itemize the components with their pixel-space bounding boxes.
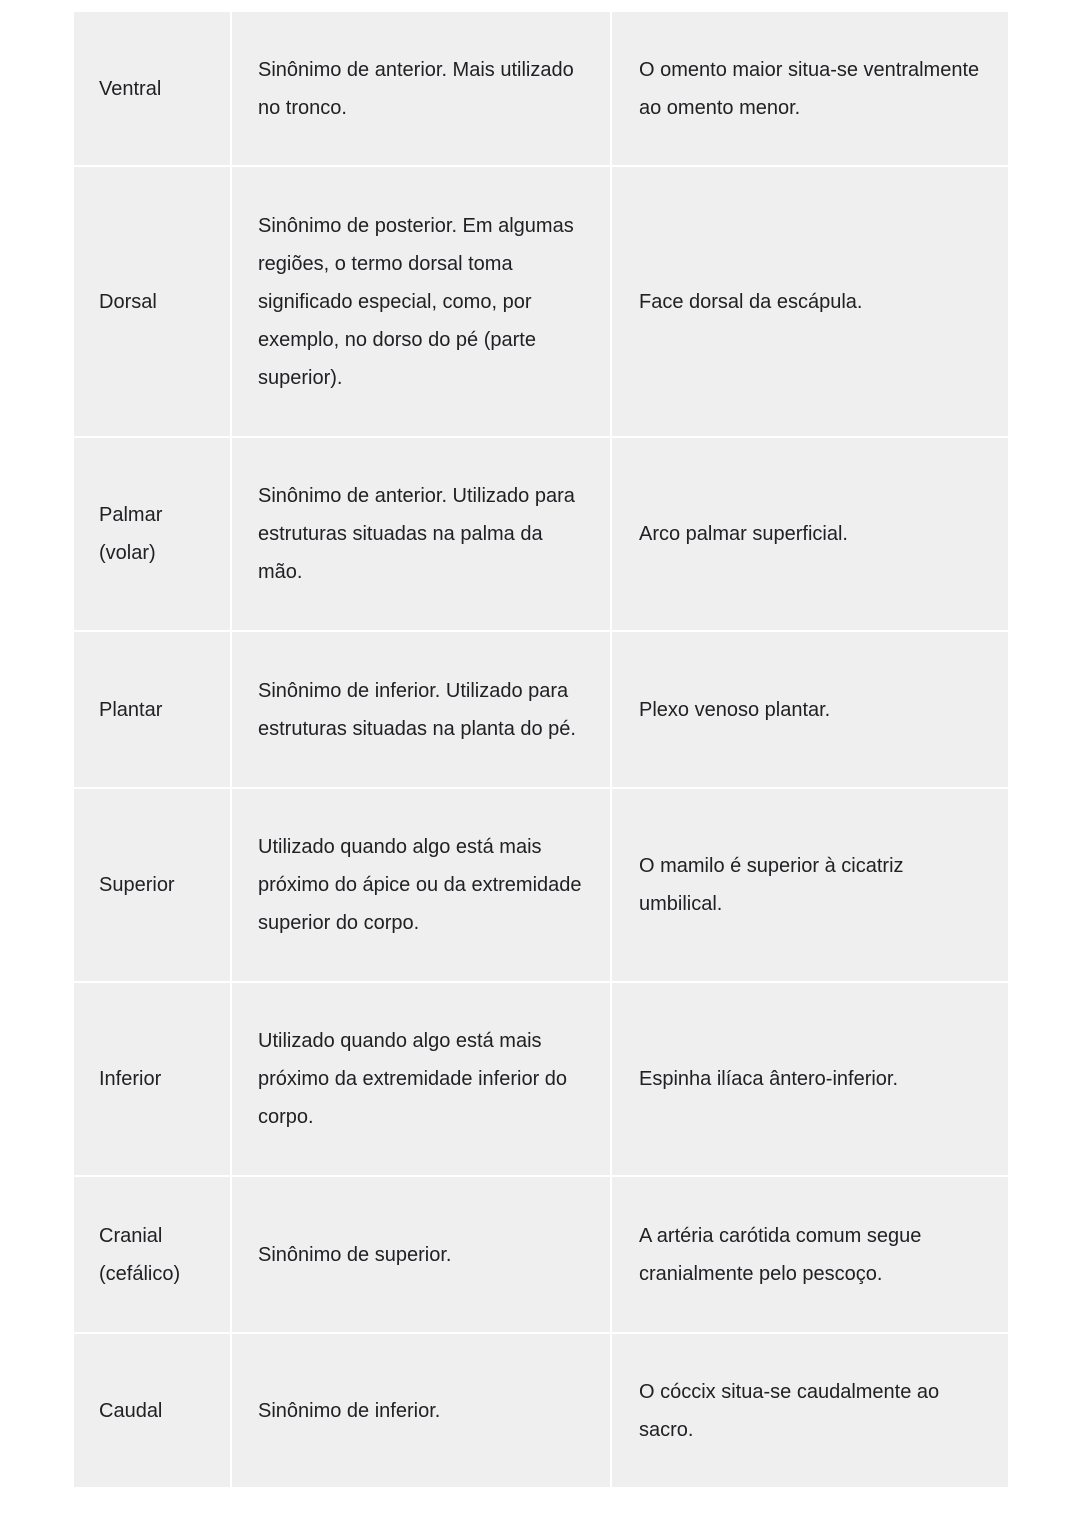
definition-cell: Sinônimo de anterior. Utilizado para estruturas situadas na palma da mão. bbox=[232, 438, 612, 630]
example-cell: Espinha ilíaca ântero-inferior. bbox=[612, 983, 1008, 1175]
example-cell: O omento maior situa-se ventralmente ao omento menor. bbox=[612, 12, 1008, 165]
term-cell: Superior bbox=[74, 789, 232, 981]
example-cell: Arco palmar superficial. bbox=[612, 438, 1008, 630]
table-row bbox=[74, 1177, 1008, 1334]
table-row bbox=[74, 983, 1008, 1177]
term-cell: Plantar bbox=[74, 632, 232, 787]
table-row bbox=[74, 12, 1008, 167]
definition-cell: Sinônimo de inferior. bbox=[232, 1334, 612, 1487]
table-row bbox=[74, 1334, 1008, 1487]
term-cell: Palmar (volar) bbox=[74, 438, 232, 630]
term-cell: Inferior bbox=[74, 983, 232, 1175]
definition-cell: Utilizado quando algo está mais próximo da extremidade inferior do corpo. bbox=[232, 983, 612, 1175]
term-cell: Cranial (cefálico) bbox=[74, 1177, 232, 1332]
definition-cell: Sinônimo de anterior. Mais utilizado no tronco. bbox=[232, 12, 612, 165]
definition-cell: Sinônimo de inferior. Utilizado para estruturas situadas na planta do pé. bbox=[232, 632, 612, 787]
definition-cell: Sinônimo de superior. bbox=[232, 1177, 612, 1332]
definition-cell: Utilizado quando algo está mais próximo do ápice ou da extremidade superior do corpo. bbox=[232, 789, 612, 981]
table-row bbox=[74, 438, 1008, 632]
example-cell: O mamilo é superior à cicatriz umbilical. bbox=[612, 789, 1008, 981]
example-cell: A artéria carótida comum segue cranialmente pelo pescoço. bbox=[612, 1177, 1008, 1332]
term-cell: Caudal bbox=[74, 1334, 232, 1487]
table-row bbox=[74, 167, 1008, 438]
example-cell: Plexo venoso plantar. bbox=[612, 632, 1008, 787]
example-cell: O cóccix situa-se caudalmente ao sacro. bbox=[612, 1334, 1008, 1487]
example-cell: Face dorsal da escápula. bbox=[612, 167, 1008, 436]
term-cell: Dorsal bbox=[74, 167, 232, 436]
definition-cell: Sinônimo de posterior. Em algumas regiões, o termo dorsal toma significado especial, como, por exemplo, no dorso do pé (parte superior). bbox=[232, 167, 612, 436]
anatomy-terms-table bbox=[74, 12, 1008, 1487]
table-row bbox=[74, 632, 1008, 789]
term-cell: Ventral bbox=[74, 12, 232, 165]
table-row bbox=[74, 789, 1008, 983]
